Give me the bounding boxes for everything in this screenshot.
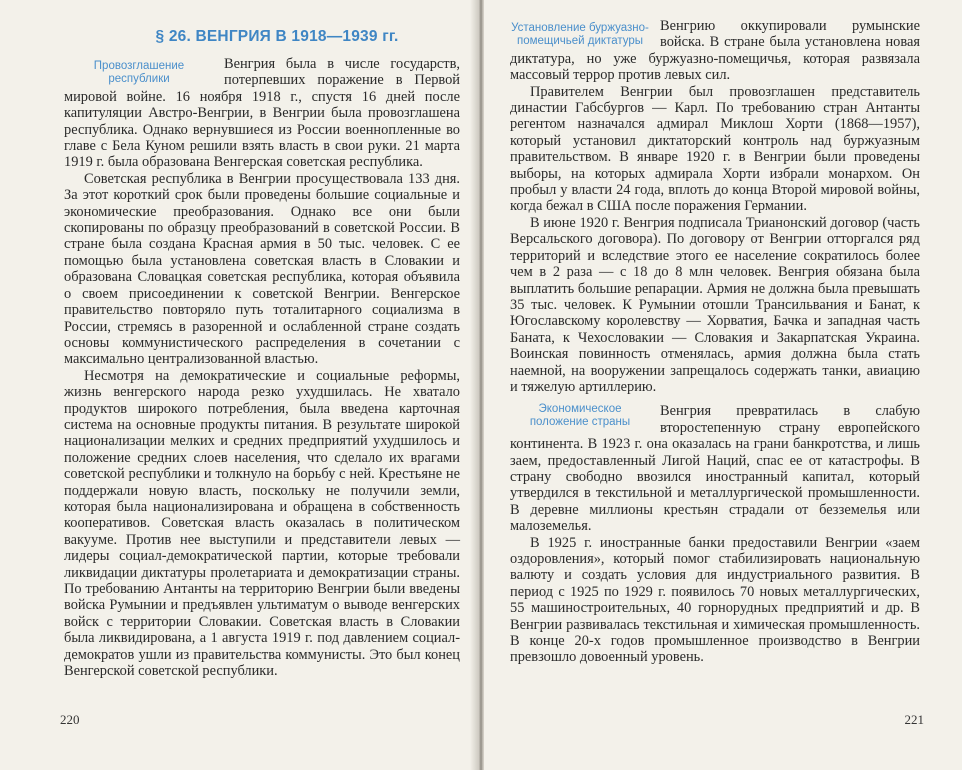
- paragraph: Советская республика в Венгрии просуществовала 133 дня. За этот короткий срок были проведены большие социальные и экономические преобразования. Однако все они были скопированы по образцу преобразований в советской России. В стране была создана Красная армия в 50 тыс. человек. С ее помощью была установлена советская власть в Словакии и образована Словацкая советская республика, которая объявила о своем присоединении к советской Венгрии. Венгерское правительство повторяло путь тоталитарного социализма в России, стремясь в разоренной и ослабленной стране создать основы коммунистического распределения в сочетании с максимально централизованной властью.: [64, 170, 460, 368]
- side-heading-republic: Провозглашение республики: [93, 60, 185, 85]
- paragraph: Венгрия была в числе государств, потерпевших поражение в Первой мировой войне. 16 ноября 1918 г., спустя 16 дней после капитуляции Австро-Венгрии, в Венгрии была провозглашена республика. Однако вернувшиеся из России военнопленные во главе с Бела Куном решили взять власть в свои руки. 21 марта 1919 г. была образована Венгерская советская республика.: [64, 56, 460, 171]
- paragraph: Венгрия превратилась в слабую второстепенную страну европейского континента. В 1923 г. она оказалась на грани банкротства, и лишь заем, предоставленный Лигой Наций, спас ее от катастрофы. В страну свободно ввозился иностранный капитал, который утвердился в текстильной и металлургической промышленности. В деревне миллионы крестьян страдали от безземелья или малоземелья.: [510, 403, 920, 535]
- paragraph: В июне 1920 г. Венгрия подписала Трианонский договор (часть Версальского договора). По договору от Венгрии отторгался ряд территорий и вследствие этого ее население сократилось более чем в 2 раза — с 18 до 8 млн человек. Венгрия обязана была выплатить большие репарации. Армия не должна была превышать 35 тыс. человек. К Румынии отошли Трансильвания и Банат, к Югославскому королевству — Хорватия, Бачка и западная часть Баната, к Чехословакии — Словакия и Закарпатская Украина. Воинская повинность отменялась, армия должна была стать наемной, на вооружении запрещалось содержать танки, авиацию и тяжелую артиллерию.: [510, 214, 920, 395]
- side-heading-dictatorship: Установление буржуазно-помещичьей диктатуры: [511, 22, 649, 47]
- section-title: § 26. ВЕНГРИЯ В 1918—1939 гг.: [155, 28, 399, 45]
- left-page: [0, 0, 478, 770]
- paragraph: В 1925 г. иностранные банки предоставили Венгрии «заем оздоровления», который помог стабилизировать национальную валюту и создать условия для индустриального развития. В период с 1925 по 1929 г. появилось 70 новых металлургических, 55 машиностроительных, 40 горнорудных предприятий и др. В Венгрии развивалась текстильная и химическая промышленность. В конце 20-х годов промышленное производство в Венгрии превзошло довоенный уровень.: [510, 534, 920, 666]
- right-page: [484, 0, 962, 770]
- paragraph: Венгрию оккупировали румынские войска. В стране была установлена новая диктатура, но уже буржуазно-помещичья, которая развязала массовый террор против левых сил.: [510, 18, 920, 84]
- paragraph: Правителем Венгрии был провозглашен представитель династии Габсбургов — Карл. По требованию стран Антанты регентом назначался адмирал Миклош Хорти (1868—1957), который установил диктаторский контроль над буржуазным правительством. В январе 1920 г. в Венгрии были проведены выборы, на которых адмирала Хорти избрали монархом. Он пробыл у власти 24 года, вплоть до конца Второй мировой войны, когда бежал в США после поражения Германии.: [510, 83, 920, 215]
- paragraph: Несмотря на демократические и социальные реформы, жизнь венгерского народа резко ухудшилась. Не хватало продуктов широкого потребления, была введена карточная система на основные продукты питания. В результате широкой национализации мелких и средних предприятий ухудшилось и положение средних слоев населения, что сделало их врагами советской республики и толкнуло на борьбу с ней. Крестьяне не поддержали новую власть, поскольку не получили земли, которая была национализирована и обращена в собственность кооперативов. Советская власть оказалась в политическом вакууме. Против нее выступили и представители левых — лидеры социал-демократической партии, которые требовали ликвидации диктатуры пролетариата и демократизации страны. По требованию Антанты на территорию Венгрии были введены войска Румынии и предъявлен ультиматум о выводе венгерских войск с территории Словакии. Советская власть в Словакии была ликвидирована, а 1 августа 1919 г. под давлением социал-демократов ушли из правительства коммунисты. Это был конец Венгерской советской республики.: [64, 367, 460, 680]
- page-number: 221: [904, 712, 924, 727]
- page-number: 220: [60, 712, 80, 727]
- side-heading-economy: Экономическое положение страны: [529, 403, 631, 429]
